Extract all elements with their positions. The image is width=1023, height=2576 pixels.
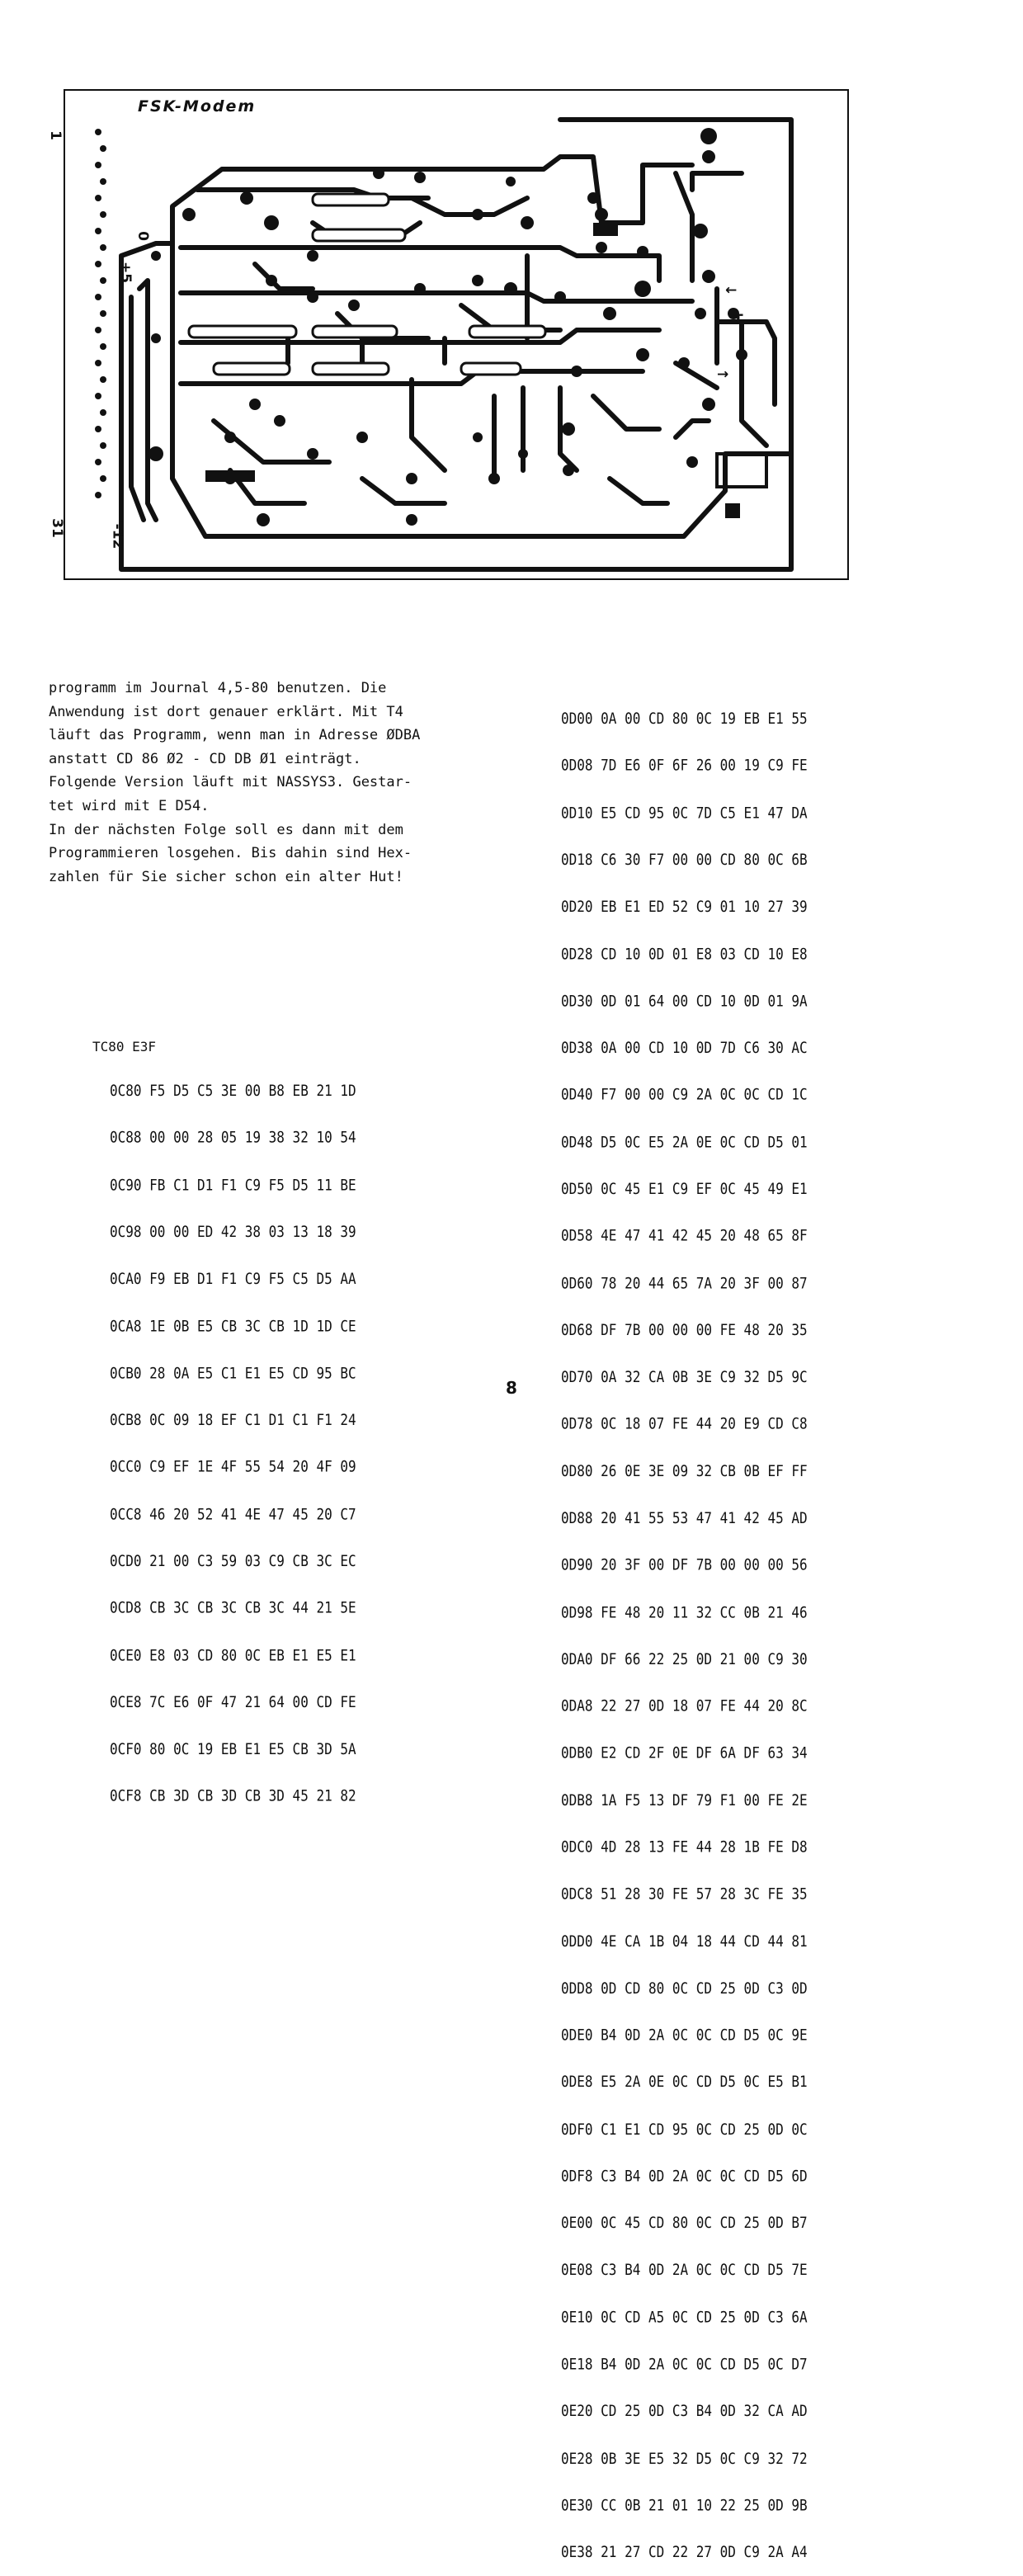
hex-row: 0DE8 E5 2A 0E 0C CD D5 0C E5 B1 [561, 2072, 808, 2092]
hex-row: 0D58 4E 47 41 42 45 20 48 65 8F [561, 1226, 808, 1245]
hex-row: 0C90 FB C1 D1 F1 C9 F5 D5 11 BE [110, 1175, 356, 1194]
hex-row: 0D50 0C 45 E1 C9 EF 0C 45 49 E1 [561, 1179, 808, 1198]
hex-row: 0D18 C6 30 F7 00 00 CD 80 0C 6B [561, 850, 808, 869]
hex-row: 0DA0 DF 66 22 25 0D 21 00 C9 30 [561, 1649, 808, 1668]
hex-row: 0D38 0A 00 CD 10 0D 7D C6 30 AC [561, 1038, 808, 1057]
hex-row: 0D60 78 20 44 65 7A 20 3F 00 87 [561, 1273, 808, 1292]
hex-row: 0E00 0C 45 CD 80 0C CD 25 0D B7 [561, 2213, 808, 2233]
hex-row: 0C88 00 00 28 05 19 38 32 10 54 [110, 1128, 356, 1148]
hex-row: 0DF8 C3 B4 0D 2A 0C 0C CD D5 6D [561, 2166, 808, 2186]
hex-dump-left [110, 1052, 356, 1820]
hex-row: 0D88 20 41 55 53 47 41 42 45 AD [561, 1508, 808, 1527]
text-line: tet wird mit E D54. [49, 797, 210, 814]
hex-row: 0C98 00 00 ED 42 38 03 13 18 39 [110, 1222, 356, 1241]
hex-row: 0CE0 E8 03 CD 80 0C EB E1 E5 E1 [110, 1645, 356, 1664]
hex-row: 0E10 0C CD A5 0C CD 25 0D C3 6A [561, 2307, 808, 2327]
hex-row: 0D70 0A 32 CA 0B 3E C9 32 D5 9C [561, 1367, 808, 1386]
hex-row: 0CA8 1E 0B E5 CB 3C CB 1D 1D CE [110, 1316, 356, 1335]
hex-row: 0E18 B4 0D 2A 0C 0C CD D5 0C D7 [561, 2354, 808, 2374]
text-line: In der nächsten Folge soll es dann mit dem [49, 821, 403, 838]
page-number: 8 [506, 1378, 517, 1398]
hex-row: 0DF0 C1 E1 CD 95 0C CD 25 0D 0C [561, 2119, 808, 2139]
hex-row: 0CC8 46 20 52 41 4E 47 45 20 C7 [110, 1504, 356, 1523]
arrow-label-top: ← [725, 282, 738, 299]
hex-row: 0E08 C3 B4 0D 2A 0C 0C CD D5 7E [561, 2260, 808, 2280]
pcb-layout-figure [46, 89, 849, 580]
text-line: Folgende Version läuft mit NASSYS3. Gestar- [49, 774, 412, 791]
hex-row: 0CB8 0C 09 18 EF C1 D1 C1 F1 24 [110, 1410, 356, 1429]
hex-row: 0E28 0B 3E E5 32 D5 0C C9 32 72 [561, 2448, 808, 2468]
arrow-label-low: → [717, 366, 729, 383]
hex-row: 0DE0 B4 0D 2A 0C 0C CD D5 0C 9E [561, 2025, 808, 2045]
hex-row: 0CA0 F9 EB D1 F1 C9 F5 C5 D5 AA [110, 1269, 356, 1288]
hex-row: 0D68 DF 7B 00 00 00 FE 48 20 35 [561, 1320, 808, 1339]
pin-label-bottom: 31 [48, 518, 65, 538]
hex-dump-right [561, 680, 808, 2576]
hex-dump-command: TC80 E3F [92, 1039, 157, 1054]
hex-row: 0CF8 CB 3D CB 3D CB 3D 45 21 82 [110, 1786, 356, 1805]
arrow-label-mid: T [733, 312, 743, 328]
hex-row: 0C80 F5 D5 C5 3E 00 B8 EB 21 1D [110, 1081, 356, 1101]
hex-row: 0D48 D5 0C E5 2A 0E 0C CD D5 01 [561, 1132, 808, 1151]
hex-row: 0D80 26 0E 3E 09 32 CB 0B EF FF [561, 1461, 808, 1480]
hex-row: 0DC8 51 28 30 FE 57 28 3C FE 35 [561, 1884, 808, 1904]
text-line: Anwendung ist dort genauer erklärt. Mit T4 [49, 703, 403, 720]
hex-row: 0DB8 1A F5 13 DF 79 F1 00 FE 2E [561, 1790, 808, 1809]
hex-row: 0D28 CD 10 0D 01 E8 03 CD 10 E8 [561, 944, 808, 963]
hex-row: 0D40 F7 00 00 C9 2A 0C 0C CD 1C [561, 1085, 808, 1104]
hex-row: 0D30 0D 01 64 00 CD 10 0D 01 9A [561, 991, 808, 1010]
article-text [49, 677, 461, 889]
hex-row: 0D90 20 3F 00 DF 7B 00 00 00 56 [561, 1555, 808, 1574]
hex-row: 0CD0 21 00 C3 59 03 C9 CB 3C EC [110, 1551, 356, 1570]
voltage-label-plus5: +5 [117, 261, 134, 284]
hex-row: 0CD8 CB 3C CB 3C CB 3C 44 21 5E [110, 1598, 356, 1617]
text-line: läuft das Programm, wenn man in Adresse ØDBA [49, 727, 421, 744]
pcb-title: FSK-Modem [138, 97, 257, 116]
text-line: Programmieren losgehen. Bis dahin sind Hex- [49, 845, 412, 862]
hex-row: 0CB0 28 0A E5 C1 E1 E5 CD 95 BC [110, 1363, 356, 1382]
hex-row: 0CC0 C9 EF 1E 4F 55 54 20 4F 09 [110, 1457, 356, 1476]
hex-row: 0D20 EB E1 ED 52 C9 01 10 27 39 [561, 897, 808, 916]
voltage-label-zero: 0 [134, 231, 151, 241]
hex-row: 0CE8 7C E6 0F 47 21 64 00 CD FE [110, 1692, 356, 1711]
hex-row: 0CF0 80 0C 19 EB E1 E5 CB 3D 5A [110, 1739, 356, 1758]
text-line: zahlen für Sie sicher schon ein alter Hut! [49, 868, 403, 885]
hex-row: 0D00 0A 00 CD 80 0C 19 EB E1 55 [561, 709, 808, 729]
pin-label-top: 1 [46, 130, 64, 140]
text-line: anstatt CD 86 Ø2 - CD DB Ø1 einträgt. [49, 750, 361, 767]
hex-row: 0D10 E5 CD 95 0C 7D C5 E1 47 DA [561, 803, 808, 822]
text-line: programm im Journal 4,5-80 benutzen. Die [49, 680, 387, 696]
hex-row: 0DD8 0D CD 80 0C CD 25 0D C3 0D [561, 1978, 808, 1998]
pcb-traces-drawing [65, 91, 847, 578]
hex-row: 0E30 CC 0B 21 01 10 22 25 0D 9B [561, 2495, 808, 2514]
hex-row: 0D98 FE 48 20 11 32 CC 0B 21 46 [561, 1602, 808, 1621]
hex-row: 0D78 0C 18 07 FE 44 20 E9 CD C8 [561, 1414, 808, 1433]
hex-row: 0DD0 4E CA 1B 04 18 44 CD 44 81 [561, 1931, 808, 1951]
hex-row: 0E38 21 27 CD 22 27 0D C9 2A A4 [561, 2542, 808, 2561]
hex-row: 0DB0 E2 CD 2F 0E DF 6A DF 63 34 [561, 1743, 808, 1762]
hex-row: 0E20 CD 25 0D C3 B4 0D 32 CA AD [561, 2401, 808, 2421]
hex-row: 0DA8 22 27 0D 18 07 FE 44 20 8C [561, 1696, 808, 1715]
hex-row: 0DC0 4D 28 13 FE 44 28 1B FE D8 [561, 1837, 808, 1857]
hex-row: 0D08 7D E6 0F 6F 26 00 19 C9 FE [561, 756, 808, 776]
voltage-label-minus12: -12 [109, 523, 126, 550]
